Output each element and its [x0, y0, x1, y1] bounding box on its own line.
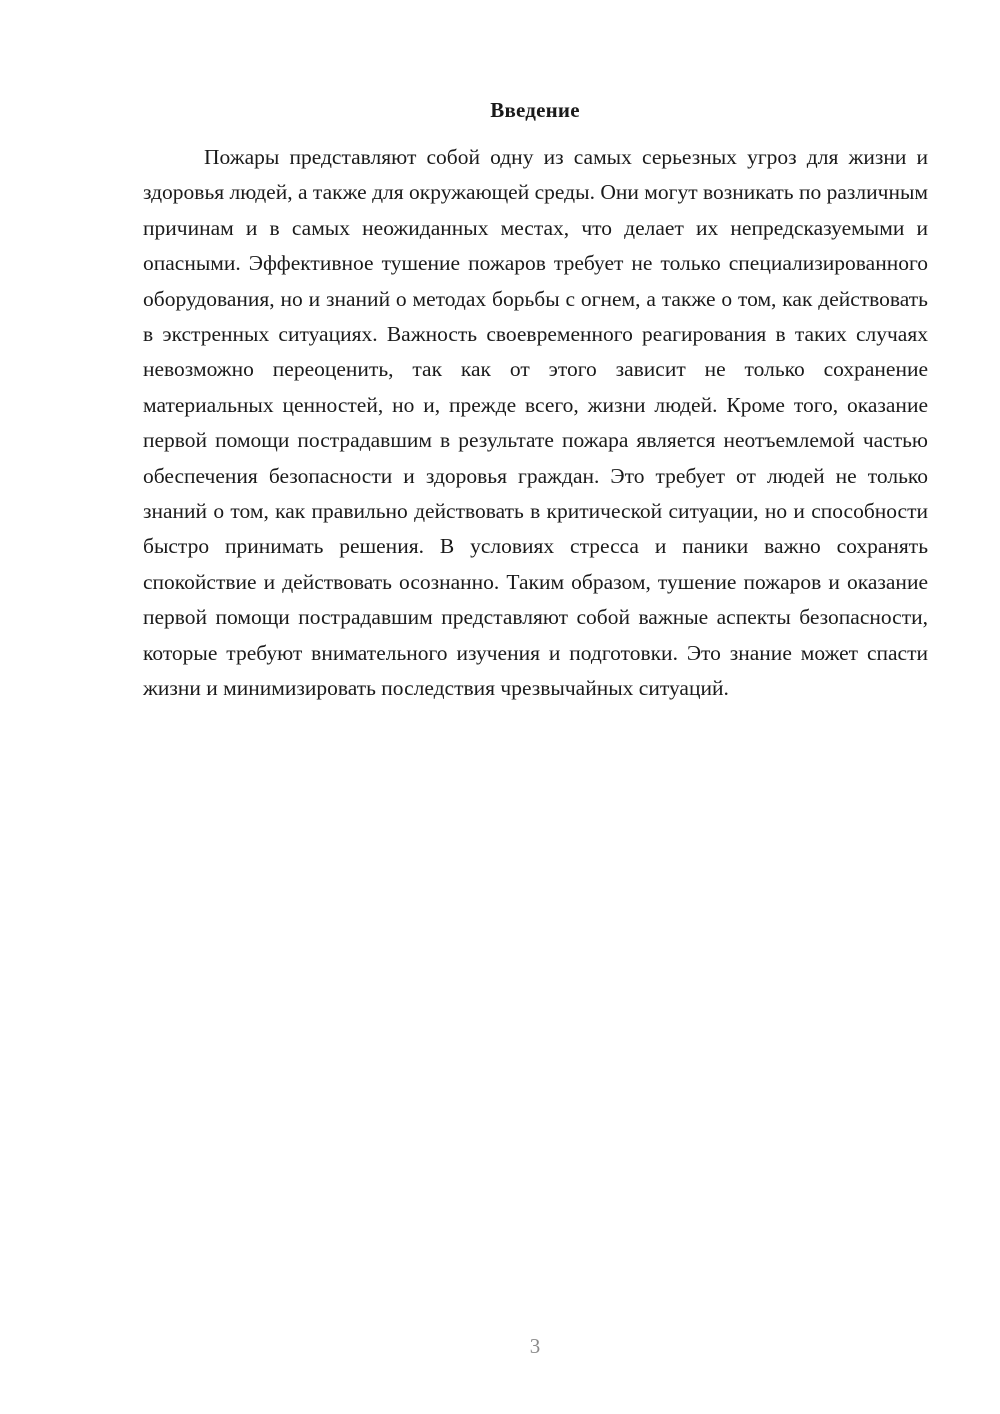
body-paragraph: Пожары представляют собой одну из самых серьезных угроз для жизни и здоровья людей, а также для окружающей среды. Они могут возникать по различным причинам и в самых неожиданных местах, что делает их непредсказуемыми и опасными. Эффективное тушение пожаров требует не только специализированного оборудования, но и знаний о методах борьбы с огнем, а также о том, как действовать в экстренных ситуациях. Важность своевременного реагирования в таких случаях невозможно переоценить, так как от этого зависит не только сохранение материальных ценностей, но и, прежде всего, жизни людей. Кроме того, оказание первой помощи пострадавшим в результате пожара является неотъемлемой частью обеспечения безопасности и здоровья граждан. Это требует от людей не только знаний о том, как правильно действовать в критической ситуации, но и способности быстро принимать решения. В условиях стресса и паники важно сохранять спокойствие и действовать осознанно. Таким образом, тушение пожаров и оказание первой помощи пострадавшим представляют собой важные аспекты безопасности, которые требуют внимательного изучения и подготовки. Это знание может спасти жизни и минимизировать последствия чрезвычайных ситуаций. [143, 145, 928, 701]
page-number: 3 [529, 1334, 541, 1358]
section-title: Введение [490, 98, 580, 122]
